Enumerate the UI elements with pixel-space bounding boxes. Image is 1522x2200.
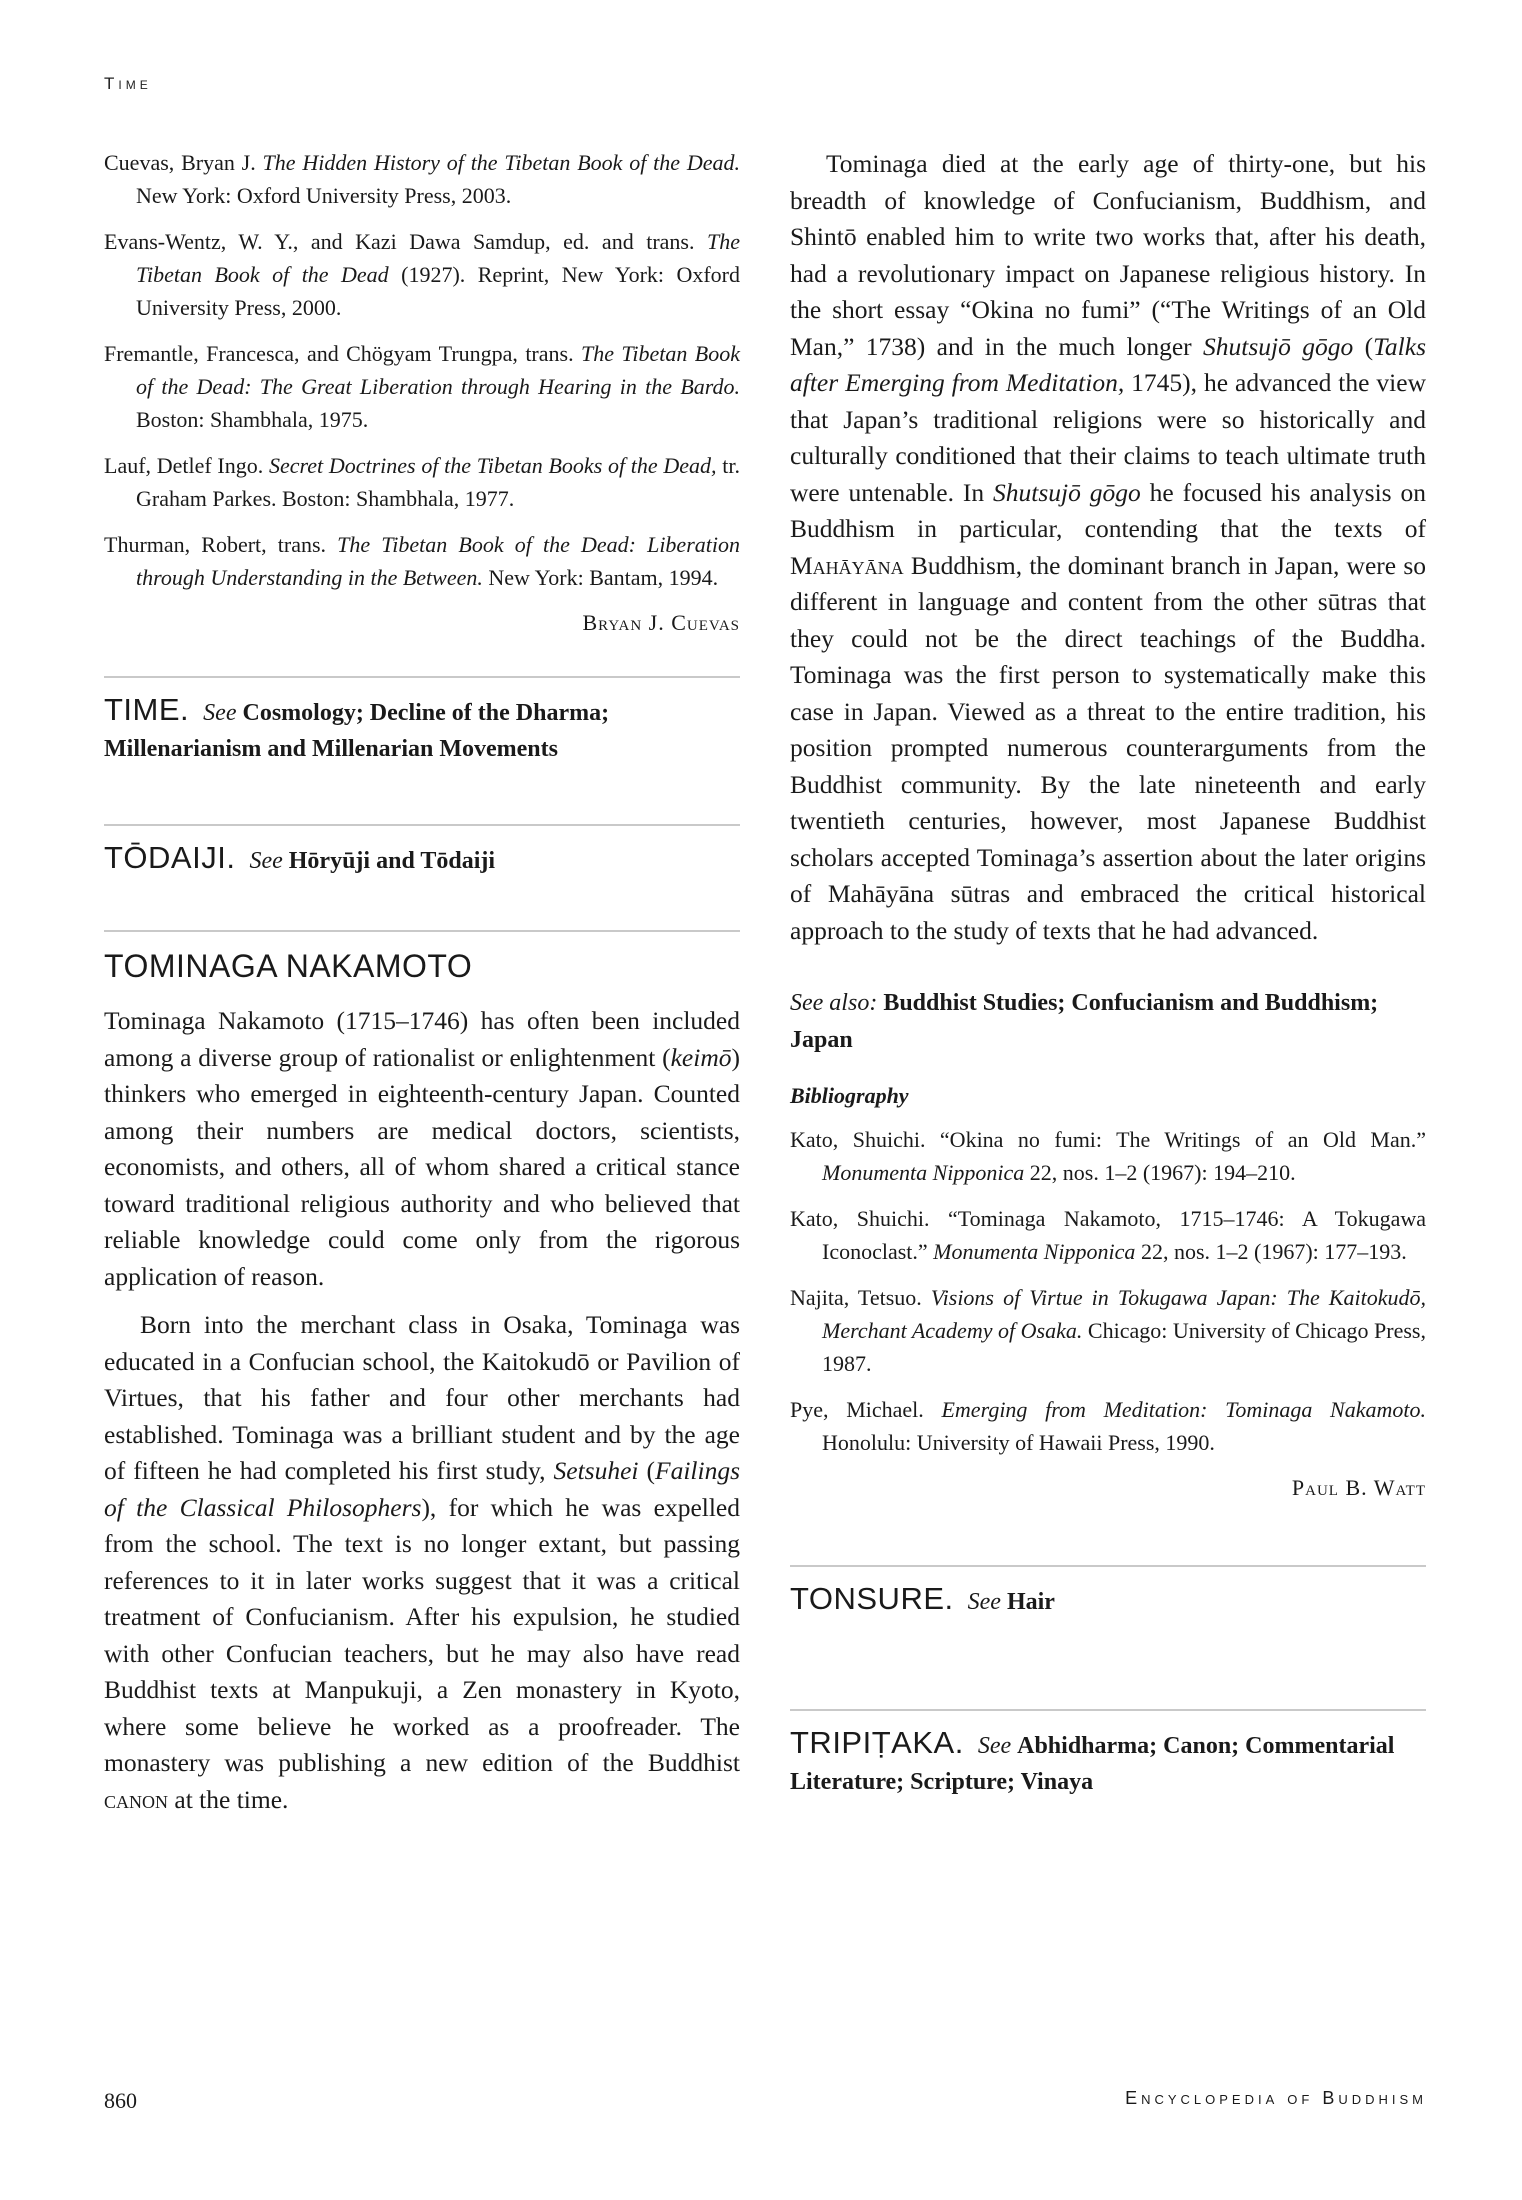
bibliography-entry: Kato, Shuichi. “Tominaga Nakamoto, 1715–1746: A Tokugawa Iconoclast.” Monumenta Nipponica 22, nos. 1–2 (1967): 177–193.	[790, 1206, 1426, 1264]
page-number: 860	[104, 2088, 137, 2113]
author-signature: Bryan J. Cuevas	[582, 610, 740, 635]
entry-title: TOMINAGA NAKAMOTO	[104, 948, 473, 984]
see-label: See	[967, 1589, 1001, 1615]
see-label: See	[203, 700, 237, 726]
bibliography-heading: Bibliography	[790, 1083, 909, 1108]
xref-targets[interactable]: Cosmology; Decline of the Dharma; Millenarianism and Millenarian Movements	[104, 700, 610, 762]
footer-title: Encyclopedia of Buddhism	[1125, 2088, 1427, 2108]
bibliography-entry: Fremantle, Francesca, and Chögyam Trungpa, trans. The Tibetan Book of the Dead: The Great Liberation through Hearing in the Bardo. Boston: Shambhala, 1975.	[104, 341, 740, 432]
author-signature: Paul B. Watt	[1291, 1475, 1426, 1500]
body-paragraph: Born into the merchant class in Osaka, Tominaga was educated in a Confucian school, the Kaitokudō or Pavilion of Virtues, that his father and four other merchants had established. Tominaga was a brilliant student and by the age of fifteen he had completed his first study, Setsuhei (Failings of the Classical Philosophers), for which he was expelled from the school. The text is no longer extant, but passing references to it in later works suggest that it was a critical treatment of Confucianism. After his expulsion, he studied with other Confucian teachers, but he may also have read Buddhist texts at Manpukuji, a Zen monastery in Kyoto, where some believe he worked as a proofreader. The monastery was publishing a new edition of the Buddhist canon at the time.	[104, 1310, 741, 1814]
xref-targets[interactable]: Abhidharma; Canon; Commentarial Literature; Scripture; Vinaya	[790, 1733, 1395, 1795]
headword: TŌDAIJI.	[104, 840, 236, 875]
bibliography-entry: Thurman, Robert, trans. The Tibetan Book of the Dead: Liberation through Understanding in the Between. New York: Bantam, 1994.	[104, 532, 740, 590]
tripitaka-cross-reference	[790, 1711, 1426, 1800]
bibliography-entry: Najita, Tetsuo. Visions of Virtue in Tokugawa Japan: The Kaitokudō, Merchant Academy of Osaka. Chicago: University of Chicago Press, 1987.	[790, 1285, 1426, 1376]
xref-targets[interactable]: Hōryūji and Tōdaiji	[288, 848, 496, 874]
headword: TIME.	[104, 692, 190, 727]
left-column	[104, 146, 740, 1818]
body-paragraph: Tominaga died at the early age of thirty-one, but his breadth of knowledge of Confucianism, Buddhism, and Shintō enabled him to write two works that, after his death, had a revolutionary impact on Japanese religious history. In the short essay “Okina no fumi” (“The Writings of an Old Man,” 1738) and in the much longer Shutsujō gōgo (Talks after Emerging from Meditation, 1745), he advanced the view that Japan’s traditional religions were so historically and culturally conditioned that their claims to teach ultimate truth were untenable. In Shutsujō gōgo he focused his analysis on Buddhism in particular, contending that the texts of Mahāyāna Buddhism, the dominant branch in Japan, were so different in language and content from the other sūtras that they could not be the direct teachings of the Buddha. Tominaga was the first person to systematically make this case in Japan. Viewed as a threat to the entire tradition, his position prompted numerous counterarguments from the Buddhist community. By the late nineteenth and early twentieth centuries, however, most Japanese Buddhist scholars accepted Tominaga’s assertion about the later origins of Mahāyāna sūtras and embraced the critical historical approach to the study of texts that he had advanced.	[790, 149, 1427, 945]
right-column	[790, 146, 1426, 1800]
see-also-label: See also:	[790, 990, 878, 1016]
bibliography-entry: Cuevas, Bryan J. The Hidden History of the Tibetan Book of the Dead. New York: Oxford University Press, 2003.	[104, 150, 741, 208]
bibliography-list	[790, 1123, 1426, 1459]
headword: TRIPIṬAKA.	[790, 1725, 964, 1760]
bibliography-entry: Evans-Wentz, W. Y., and Kazi Dawa Samdup, ed. and trans. The Tibetan Book of the Dead (1927). Reprint, New York: Oxford University Press, 2000.	[104, 229, 740, 320]
todaiji-cross-reference	[104, 826, 740, 930]
bibliography-list	[104, 146, 740, 594]
bibliography-entry: Pye, Michael. Emerging from Meditation: Tominaga Nakamoto. Honolulu: University of Hawaii Press, 1990.	[790, 1397, 1426, 1455]
cross-reference-link[interactable]: canon	[104, 1784, 169, 1814]
see-label: See	[977, 1733, 1012, 1759]
bibliography-entry: Kato, Shuichi. “Okina no fumi: The Writings of an Old Man.” Monumenta Nipponica 22, nos. 1–2 (1967): 194–210.	[790, 1127, 1426, 1185]
xref-targets[interactable]: Hair	[1006, 1589, 1055, 1615]
cross-reference-link[interactable]: Mahāyāna	[790, 550, 904, 580]
time-cross-reference	[104, 678, 740, 824]
see-also	[790, 985, 1426, 1059]
tonsure-cross-reference	[790, 1567, 1426, 1709]
see-label: See	[249, 848, 283, 874]
running-head: Time	[104, 74, 152, 93]
bibliography-entry: Lauf, Detlef Ingo. Secret Doctrines of the Tibetan Books of the Dead, tr. Graham Parkes. Boston: Shambhala, 1977.	[104, 453, 740, 511]
body-paragraph: Tominaga Nakamoto (1715–1746) has often been included among a diverse group of rationalist or enlightenment (keimō) thinkers who emerged in eighteenth-century Japan. Counted among their numbers are medical doctors, scientists, economists, and others, all of whom shared a critical stance toward traditional religious authority and who believed that reliable knowledge could come only from the rigorous application of reason.	[104, 1006, 740, 1291]
headword: TONSURE.	[790, 1581, 954, 1616]
see-also-links[interactable]: Buddhist Studies; Confucianism and Buddhism; Japan	[790, 990, 1379, 1053]
